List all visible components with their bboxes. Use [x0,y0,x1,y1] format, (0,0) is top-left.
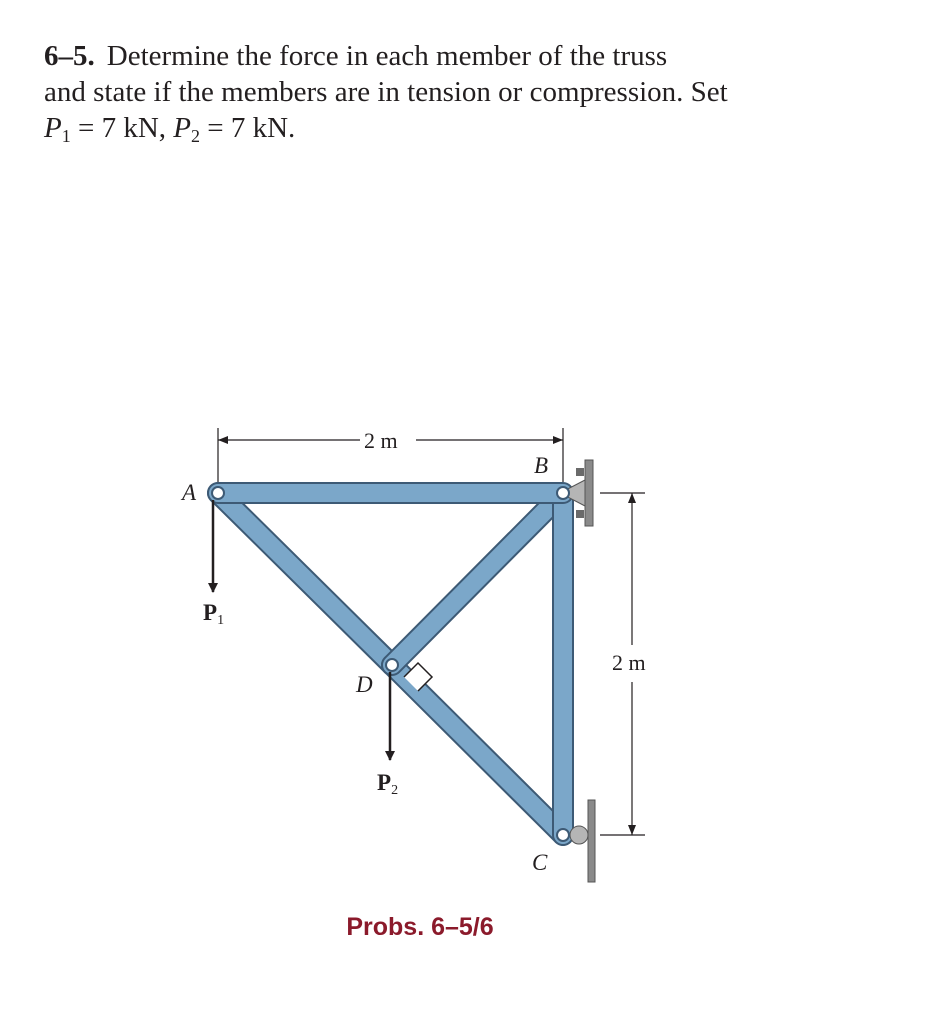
label-joint-b: B [534,453,549,478]
label-dim-horizontal: 2 m [364,428,398,453]
label-joint-c: C [532,850,548,875]
label-load-p1 [203,600,224,628]
label-joint-a: A [182,480,197,505]
label-load-p2-symbol: P [377,770,392,795]
p1-symbol: P [44,112,62,144]
figure-caption: Probs. 6–5/6 [346,913,494,941]
p2-value: = 7 kN. [200,112,296,144]
label-load-p2 [377,770,398,798]
p1-subscript: 1 [61,126,71,146]
label-dim-vertical: 2 m [612,650,646,675]
label-load-p1-sub: 1 [217,613,225,628]
problem-line-2: and state if the members are in tension or compression. Set [44,76,728,108]
problem-text-1: Determine the force in each member of the truss [106,40,668,72]
p1-value: = 7 kN, [70,112,174,144]
problem-number: 6–5. [44,40,95,72]
p2-subscript: 2 [191,126,200,146]
p2-symbol: P [173,112,191,144]
label-joint-d: D [356,672,373,697]
label-load-p2-sub: 2 [391,783,399,798]
label-load-p1-symbol: P [203,600,218,625]
